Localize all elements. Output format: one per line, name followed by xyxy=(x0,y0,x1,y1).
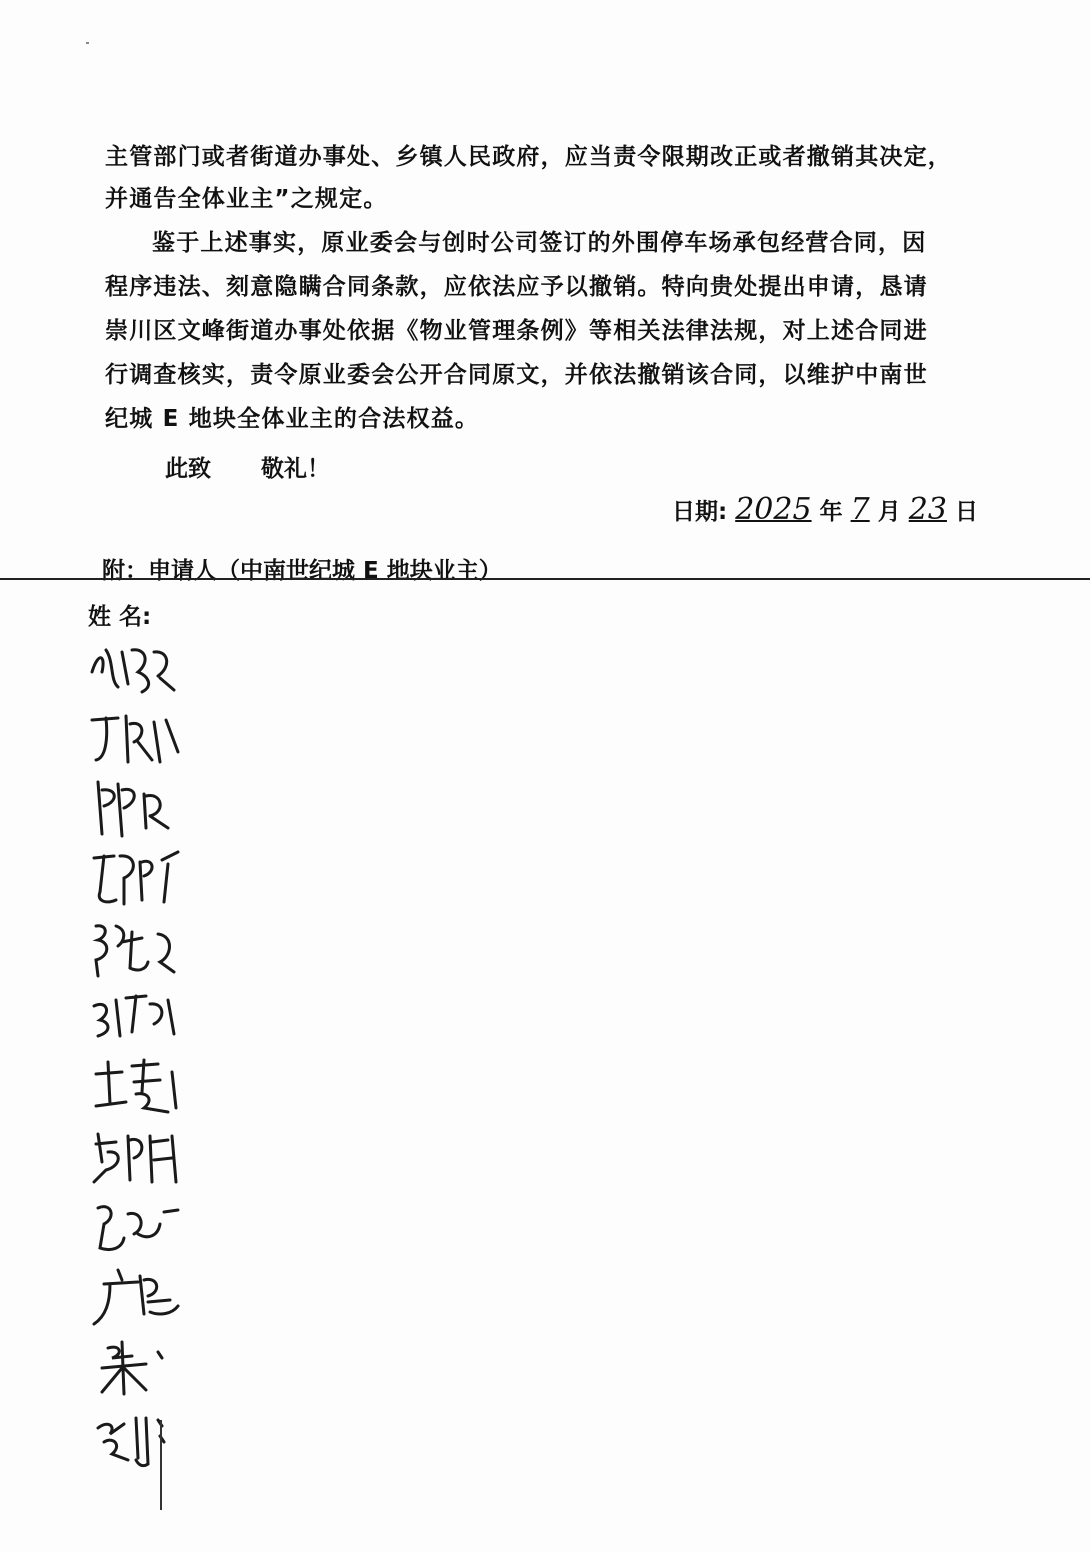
attachment-heading: 附：申请人（中南世纪城 E 地块业主） xyxy=(102,558,502,584)
body-line-1: 主管部门或者街道办事处、乡镇人民政府，应当责令限期改正或者撤销其决定， xyxy=(105,144,952,170)
date-label: 日期: xyxy=(672,499,728,525)
body-line-7: 纪城 E 地块全体业主的合法权益。 xyxy=(105,406,480,432)
date-month: 7 xyxy=(850,492,870,527)
signature-7 xyxy=(88,1052,183,1122)
signature-6 xyxy=(88,982,183,1052)
closing-part-2: 敬礼！ xyxy=(261,456,330,482)
fold-line-divider xyxy=(0,578,1090,580)
date-day-unit: 日 xyxy=(954,499,978,525)
names-label: 姓 名: xyxy=(88,604,152,630)
signature-12 xyxy=(88,1402,183,1472)
signature-2 xyxy=(88,702,183,772)
body-line-2: 并通告全体业主”之规定。 xyxy=(105,186,388,212)
signature-column xyxy=(88,620,188,1520)
signature-9 xyxy=(88,1192,183,1262)
signature-10 xyxy=(88,1262,183,1332)
signature-4 xyxy=(88,842,183,912)
signature-8 xyxy=(88,1122,183,1192)
date-year: 2025 xyxy=(735,492,812,527)
body-line-3: 鉴于上述事实，原业委会与创时公司签订的外围停车场承包经营合同，因 xyxy=(152,230,927,256)
date-line xyxy=(672,492,978,527)
body-line-4: 程序违法、刻意隐瞒合同条款，应依法应予以撤销。特向贵处提出申请，恳请 xyxy=(105,274,928,300)
closing-part-1: 此致 xyxy=(165,456,211,482)
signature-5 xyxy=(88,912,183,982)
date-year-unit: 年 xyxy=(819,499,843,525)
body-line-5: 崇川区文峰街道办事处依据《物业管理条例》等相关法律法规，对上述合同进 xyxy=(105,318,928,344)
body-line-6: 行调查核实，责令原业委会公开合同原文，并依法撤销该合同，以维护中南世 xyxy=(105,362,928,388)
signature-1 xyxy=(88,632,183,702)
margin-pen-line xyxy=(160,1420,162,1510)
date-day: 23 xyxy=(908,492,947,527)
date-month-unit: 月 xyxy=(877,499,901,525)
scan-speck xyxy=(86,42,89,44)
signature-11 xyxy=(88,1332,183,1402)
closing-salutation xyxy=(165,450,330,483)
signature-3 xyxy=(88,772,183,842)
